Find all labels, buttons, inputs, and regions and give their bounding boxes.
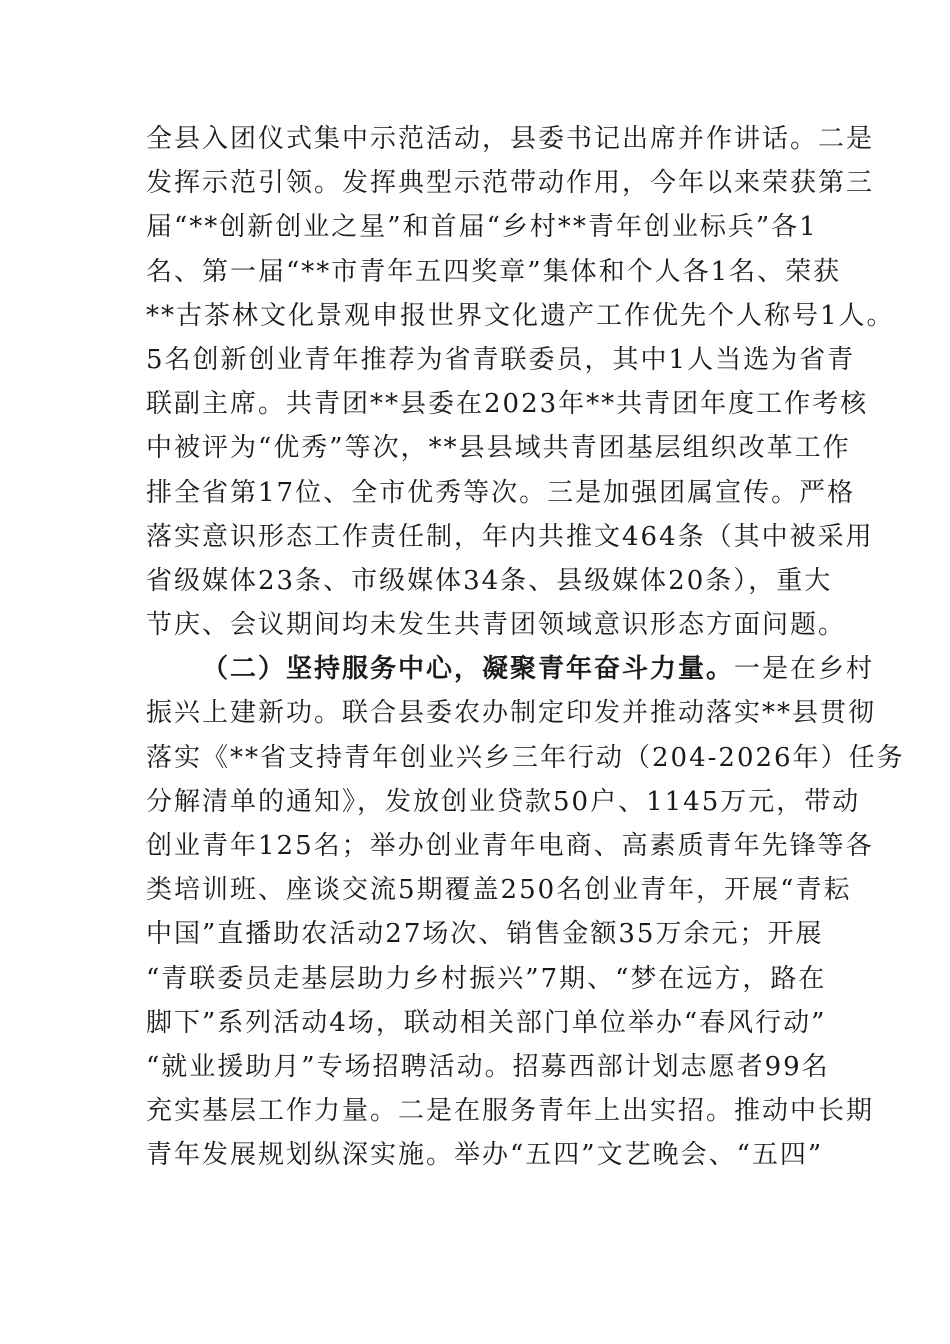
text-line: 青年发展规划纵深实施。举办“五四”文艺晚会、“五四”	[146, 1140, 824, 1171]
text-line: 5名创新创业青年推荐为省青联委员，其中1人当选为省青	[146, 344, 856, 375]
text-line: “就业援助月”专场招聘活动。招募西部计划志愿者99名	[146, 1051, 830, 1082]
text-line: 省级媒体23条、市级媒体34条、县级媒体20条），重大	[146, 565, 833, 596]
text-line: 节庆、会议期间均未发生共青团领域意识形态方面问题。	[146, 610, 847, 641]
text-line: 振兴上建新功。联合县委农办制定印发并推动落实**县贯彻	[146, 698, 877, 729]
text-line: 发挥示范引领。发挥典型示范带动作用，今年以来荣获第三	[146, 168, 875, 199]
text-line: 排全省第17位、全市优秀等次。三是加强团属宣传。严格	[146, 477, 856, 508]
text-line: 落实意识形态工作责任制，年内共推文464条（其中被采用	[146, 521, 874, 552]
text-line: 充实基层工作力量。二是在服务青年上出实招。推动中长期	[146, 1096, 875, 1127]
text-line: 中国”直播助农活动27场次、销售金额35万余元；开展	[146, 919, 824, 950]
text-line: “青联委员走基层助力乡村振兴”7期、“梦在远方，路在	[146, 963, 827, 994]
text-line: 类培训班、座谈交流5期覆盖250名创业青年，开展“青耘	[146, 875, 852, 906]
text-line: 脚下”系列活动4场，联动相关部门单位举办“春风行动”	[146, 1007, 827, 1038]
text-line: 联副主席。共青团**县委在2023年**共青团年度工作考核	[146, 389, 869, 420]
text-line: 落实《**省支持青年创业兴乡三年行动（204-2026年）任务	[146, 742, 905, 773]
text-line: 分解清单的通知》，发放创业贷款50户、1145万元，带动	[146, 786, 861, 817]
body-text	[146, 117, 905, 1178]
text-line: 中被评为“优秀”等次，**县县域共青团基层组织改革工作	[146, 433, 851, 464]
text-line: 名、第一届“**市青年五四奖章”集体和个人各1名、荣获	[146, 256, 842, 287]
text-line: 全县入团仪式集中示范活动，县委书记出席并作讲话。二是	[146, 124, 875, 154]
text-line: 届“**创新创业之星”和首届“乡村**青年创业标兵”各1	[146, 212, 818, 243]
section-heading: （二）坚持服务中心，凝聚青年奋斗力量。	[202, 654, 735, 685]
text-line: 创业青年125名；举办创业青年电商、高素质青年先锋等各	[146, 831, 874, 861]
section-heading-rest: 一是在乡村	[734, 654, 875, 685]
text-line: **古茶林文化景观申报世界文化遗产工作优先个人称号1人。	[146, 300, 895, 331]
section-heading-line	[146, 647, 875, 691]
